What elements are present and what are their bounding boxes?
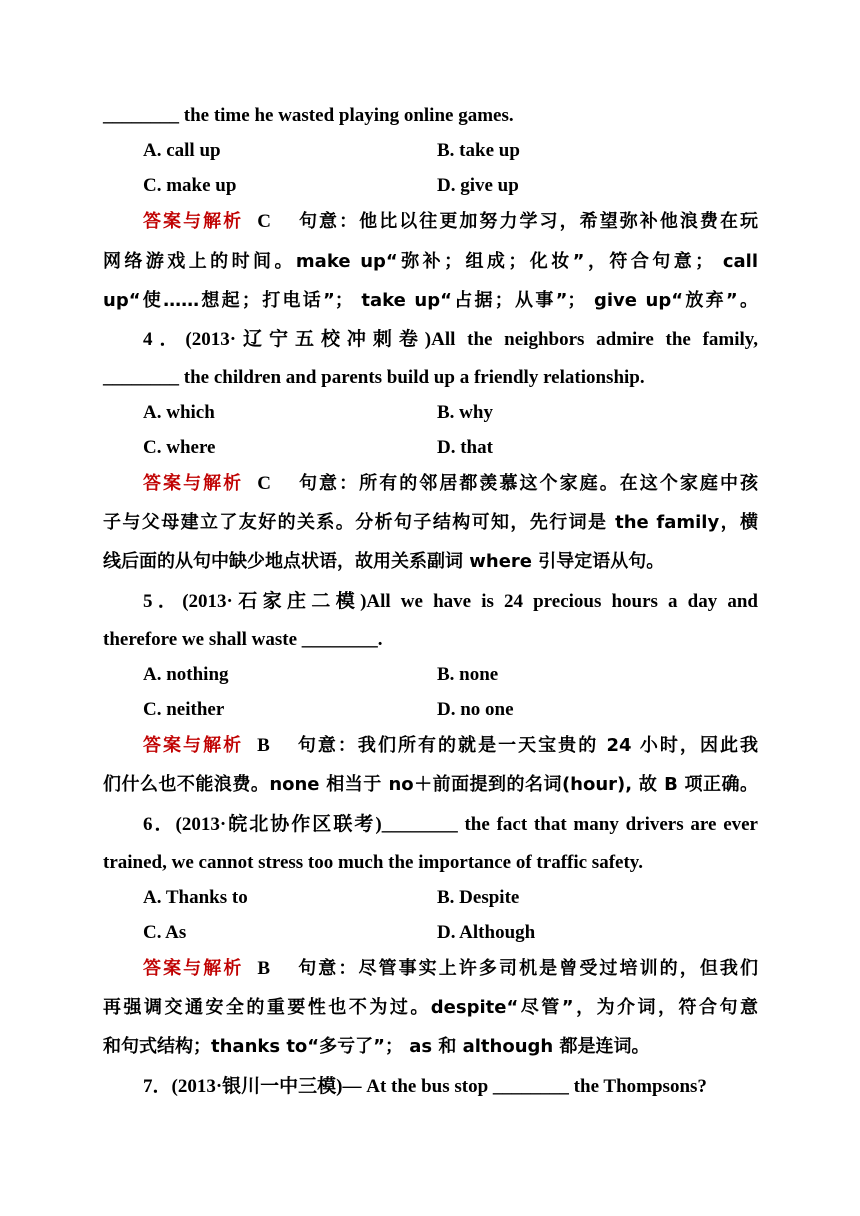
q3-option-b: B. take up	[437, 140, 520, 161]
q4-stem-line-2: ________ the children and parents build up a friendly relationship.	[103, 367, 645, 388]
q4-explanation-line-1	[143, 472, 758, 496]
q5-explanation-line-2: 们什么也不能浪费。none 相当于 no＋前面提到的名词(hour), 故 B 项正确。	[103, 774, 758, 795]
q6-explanation-line-1	[143, 957, 758, 981]
q6-answer-letter: B	[257, 958, 271, 979]
q5-stem-line-1: 5．(2013·石家庄二模)All we have is 24 precious hours a day and	[143, 591, 758, 612]
q3-explanation-line-3: up“使……想起；打电话”； take up“占据；从事”； give up“放弃”。	[103, 290, 758, 311]
q6-explanation-text: 句意：尽管事实上许多司机是曾受过培训的，但我们	[296, 958, 759, 979]
q4-explanation-line-2: 子与父母建立了友好的关系。分析句子结构可知，先行词是 the family，横	[103, 512, 758, 533]
q6-stem-line-2: trained, we cannot stress too much the importance of traffic safety.	[103, 852, 643, 873]
q3-explanation-line-1	[143, 210, 758, 234]
q6-option-a: A. Thanks to	[143, 887, 248, 908]
q5-answer-letter: B	[257, 735, 270, 756]
q5-stem-line-2: therefore we shall waste ________.	[103, 629, 383, 650]
q4-option-d: D. that	[437, 437, 493, 458]
q4-option-b: B. why	[437, 402, 493, 423]
q3-answer-letter: C	[257, 211, 271, 232]
q3-option-c: C. make up	[143, 175, 237, 196]
q4-option-a: A. which	[143, 402, 215, 423]
q5-option-d: D. no one	[437, 699, 514, 720]
answer-label: 答案与解析	[143, 211, 244, 232]
q3-explanation-line-2: 网络游戏上的时间。make up“弥补；组成；化妆”，符合句意； call	[103, 251, 758, 272]
q3-option-d: D. give up	[437, 175, 519, 196]
q6-option-b: B. Despite	[437, 887, 520, 908]
q6-option-c: C. As	[143, 922, 187, 943]
q5-option-b: B. none	[437, 664, 499, 685]
q6-explanation-line-2: 再强调交通安全的重要性也不为过。despite“尽管”，为介词，符合句意	[103, 997, 758, 1018]
q4-answer-letter: C	[257, 473, 271, 494]
q6-explanation-line-3: 和句式结构；thanks to“多亏了”； as 和 although 都是连词。	[103, 1036, 650, 1057]
q3-stem-tail: ________ the time he wasted playing online games.	[103, 105, 514, 126]
q3-option-a: A. call up	[143, 140, 221, 161]
q6-stem-line-1: 6．(2013·皖北协作区联考)________ the fact that many drivers are ever	[143, 814, 758, 835]
q6-option-d: D. Although	[437, 922, 536, 943]
q7-stem-line-1: 7．(2013·银川一中三模)— At the bus stop ________ the Thompsons?	[143, 1076, 707, 1097]
answer-label: 答案与解析	[143, 473, 244, 494]
answer-label: 答案与解析	[143, 958, 244, 979]
answer-label: 答案与解析	[143, 735, 244, 756]
q4-option-c: C. where	[143, 437, 216, 458]
q4-explanation-line-3: 线后面的从句中缺少地点状语，故用关系副词 where 引导定语从句。	[103, 551, 665, 572]
q4-stem-line-1: 4．(2013·辽宁五校冲刺卷)All the neighbors admire the family,	[143, 329, 758, 350]
q5-explanation-text: 句意：我们所有的就是一天宝贵的 24 小时，因此我	[295, 735, 758, 756]
q5-option-c: C. neither	[143, 699, 225, 720]
q3-explanation-text: 句意：他比以往更加努力学习，希望弥补他浪费在玩	[296, 211, 759, 232]
q5-explanation-line-1	[143, 734, 758, 758]
q5-option-a: A. nothing	[143, 664, 229, 685]
q4-explanation-text: 句意：所有的邻居都羡慕这个家庭。在这个家庭中孩	[296, 473, 759, 494]
